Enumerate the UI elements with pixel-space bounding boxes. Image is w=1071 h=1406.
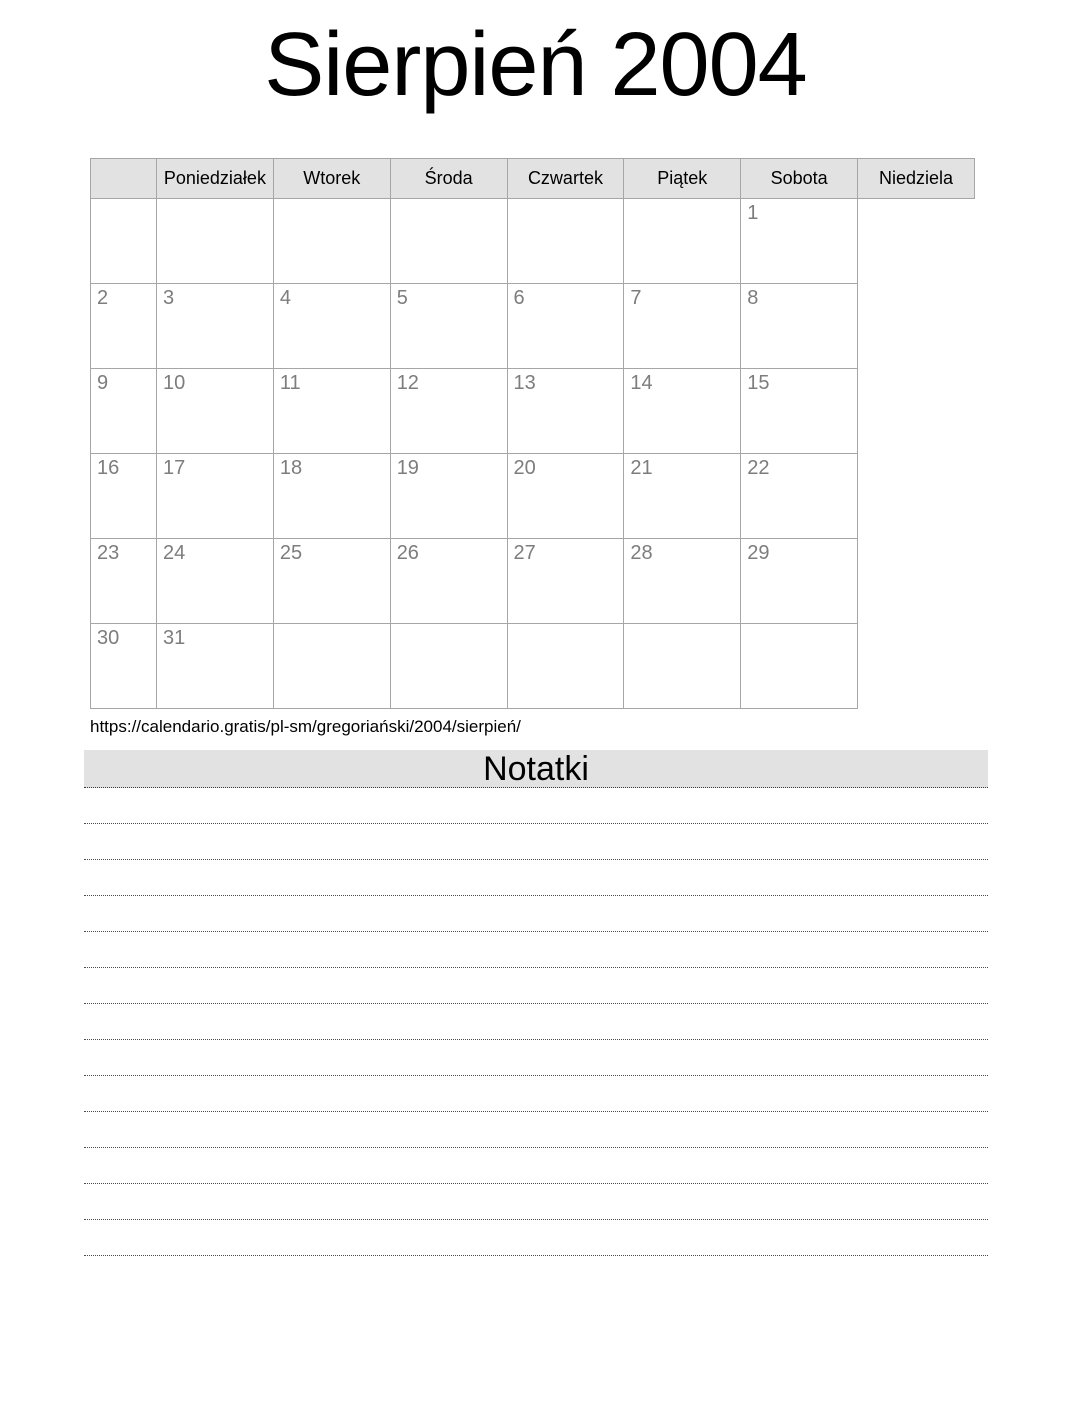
- empty-day-cell: [390, 199, 507, 284]
- day-cell: 15: [741, 369, 858, 454]
- day-cell: 18: [273, 454, 390, 539]
- note-line: [84, 1076, 988, 1112]
- day-cell: 17: [157, 454, 274, 539]
- empty-day-cell: [624, 199, 741, 284]
- empty-day-cell: [273, 624, 390, 709]
- weekday-header: Sobota: [741, 159, 858, 199]
- day-cell: 28: [624, 539, 741, 624]
- calendar-week-row: [91, 454, 975, 539]
- note-line: [84, 1148, 988, 1184]
- weekday-header: Poniedziałek: [157, 159, 274, 199]
- empty-day-cell: [741, 624, 858, 709]
- day-cell: 20: [507, 454, 624, 539]
- calendar-week-row: [91, 199, 975, 284]
- weekday-header: Piątek: [624, 159, 741, 199]
- day-cell: 26: [390, 539, 507, 624]
- note-line: [84, 1184, 988, 1220]
- day-cell: 9: [91, 369, 157, 454]
- day-cell: 10: [157, 369, 274, 454]
- note-line: [84, 932, 988, 968]
- notes-lines: [84, 788, 988, 1256]
- calendar-week-row: [91, 624, 975, 709]
- day-cell: 14: [624, 369, 741, 454]
- day-cell: 16: [91, 454, 157, 539]
- calendar-week-row: [91, 284, 975, 369]
- empty-day-cell: [390, 624, 507, 709]
- note-line: [84, 788, 988, 824]
- day-cell: 8: [741, 284, 858, 369]
- page-title: Sierpień 2004: [264, 15, 807, 115]
- day-cell: 23: [91, 539, 157, 624]
- note-line: [84, 1220, 988, 1256]
- calendar-header-row: [91, 159, 975, 199]
- note-line: [84, 824, 988, 860]
- source-url: https://calendario.gratis/pl-sm/gregoriański/2004/sierpień/: [90, 717, 521, 736]
- calendar-week-row: [91, 539, 975, 624]
- week-number-gutter: [91, 159, 157, 199]
- calendar-table: [90, 158, 975, 709]
- day-cell: 21: [624, 454, 741, 539]
- weekday-header: Wtorek: [273, 159, 390, 199]
- day-cell: 1: [741, 199, 858, 284]
- day-cell: 27: [507, 539, 624, 624]
- day-cell: 12: [390, 369, 507, 454]
- day-cell: 6: [507, 284, 624, 369]
- day-cell: 4: [273, 284, 390, 369]
- note-line: [84, 1004, 988, 1040]
- weekday-header: Czwartek: [507, 159, 624, 199]
- day-cell: 22: [741, 454, 858, 539]
- empty-day-cell: [507, 199, 624, 284]
- day-cell: 3: [157, 284, 274, 369]
- day-cell: 24: [157, 539, 274, 624]
- empty-day-cell: [624, 624, 741, 709]
- empty-day-cell: [507, 624, 624, 709]
- empty-day-cell: [91, 199, 157, 284]
- calendar-body: [91, 199, 975, 709]
- empty-day-cell: [273, 199, 390, 284]
- calendar-week-row: [91, 369, 975, 454]
- day-cell: 13: [507, 369, 624, 454]
- day-cell: 11: [273, 369, 390, 454]
- note-line: [84, 1112, 988, 1148]
- day-cell: 7: [624, 284, 741, 369]
- day-cell: 25: [273, 539, 390, 624]
- day-cell: 19: [390, 454, 507, 539]
- note-line: [84, 968, 988, 1004]
- empty-day-cell: [157, 199, 274, 284]
- day-cell: 29: [741, 539, 858, 624]
- weekday-header: Niedziela: [858, 159, 975, 199]
- notes-header: Notatki: [84, 750, 988, 788]
- notes-section: [84, 750, 988, 1256]
- note-line: [84, 860, 988, 896]
- weekday-header: Środa: [390, 159, 507, 199]
- note-line: [84, 1040, 988, 1076]
- day-cell: 2: [91, 284, 157, 369]
- day-cell: 30: [91, 624, 157, 709]
- day-cell: 31: [157, 624, 274, 709]
- day-cell: 5: [390, 284, 507, 369]
- note-line: [84, 896, 988, 932]
